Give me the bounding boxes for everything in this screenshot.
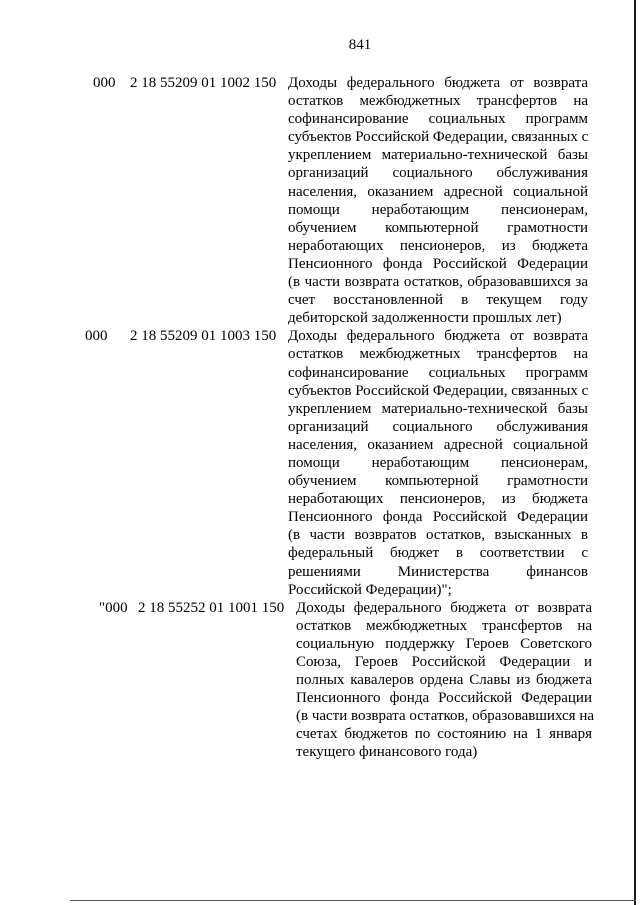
description-line: социальную поддержку Героев Советского xyxy=(296,635,592,652)
administrator-code: "000 xyxy=(99,599,128,616)
description-line: остатков межбюджетных трансфертов на xyxy=(288,93,588,110)
description-line: помощи неработающим пенсионерам, xyxy=(288,454,588,471)
description-line: Доходы федерального бюджета от возврата xyxy=(288,328,588,345)
description-line: дебиторской задолженности прошлых лет) xyxy=(288,310,562,327)
description-line: остатков межбюджетных трансфертов на xyxy=(288,346,588,363)
budget-code-entry xyxy=(0,599,640,762)
description-line: софинансирование социальных программ xyxy=(288,111,588,128)
description-line: Российской Федерации)"; xyxy=(288,581,452,598)
budget-code-entry xyxy=(0,327,640,598)
description-line: текущего финансового года) xyxy=(296,744,478,761)
description-line: счет восстановленной в текущем году xyxy=(288,292,588,309)
description-line: полных кавалеров ордена Славы из бюджета xyxy=(296,672,592,689)
description-line: организаций социального обслуживания xyxy=(288,165,588,182)
administrator-code: 000 xyxy=(93,75,116,91)
description-line: помощи неработающим пенсионерам, xyxy=(288,201,588,218)
budget-code-list xyxy=(0,74,640,762)
description-line: населения, оказанием адресной социальной xyxy=(288,436,588,453)
classification-code: 2 18 55209 01 1003 150 xyxy=(130,328,277,345)
administrator-code: 000 xyxy=(85,328,108,345)
description-line: обучением компьютерной грамотности xyxy=(288,473,588,490)
classification-code: 2 18 55209 01 1002 150 xyxy=(130,75,277,91)
description-line: населения, оказанием адресной социальной xyxy=(288,183,588,200)
description-line: Пенсионного фонда Российской Федерации xyxy=(288,509,588,526)
description-line: Доходы федерального бюджета от возврата xyxy=(296,599,592,616)
description-line: субъектов Российской Федерации, связанных с xyxy=(288,382,589,399)
description-line: субъектов Российской Федерации, связанных с xyxy=(288,129,589,146)
description-line: решениями Министерства финансов xyxy=(288,563,588,580)
description-line: неработающих пенсионеров, из бюджета xyxy=(288,491,588,508)
income-description xyxy=(288,327,588,598)
description-line: счетах бюджетов по состоянию на 1 января xyxy=(296,726,592,743)
description-line: обучением компьютерной грамотности xyxy=(288,219,588,236)
income-description xyxy=(288,74,588,327)
description-line: укреплением материально-технической базы xyxy=(288,147,588,164)
description-line: Доходы федерального бюджета от возврата xyxy=(288,75,588,91)
classification-code: 2 18 55252 01 1001 150 xyxy=(138,599,285,616)
description-line: Союза, Героев Российской Федерации и xyxy=(296,654,592,670)
description-line: неработающих пенсионеров, из бюджета xyxy=(288,237,588,254)
description-line: (в части возврата остатков, образовавшихся на xyxy=(296,708,595,725)
description-line: укреплением материально-технической базы xyxy=(288,400,588,417)
description-line: Пенсионного фонда Российской Федерации xyxy=(288,255,588,272)
page-number: 841 xyxy=(348,37,372,53)
scan-edge-bottom xyxy=(70,900,636,901)
description-line: федеральный бюджет в соответствии с xyxy=(288,545,588,562)
description-line: организаций социального обслуживания xyxy=(288,418,588,435)
income-description xyxy=(296,599,595,762)
description-line: Пенсионного фонда Российской Федерации xyxy=(296,690,592,707)
budget-code-entry xyxy=(0,74,640,327)
description-line: (в части возвратов остатков, взысканных в xyxy=(288,527,588,544)
description-line: остатков межбюджетных трансфертов на xyxy=(296,617,592,634)
description-line: софинансирование социальных программ xyxy=(288,364,588,381)
description-line: (в части возврата остатков, образовавшихся за xyxy=(288,274,588,291)
